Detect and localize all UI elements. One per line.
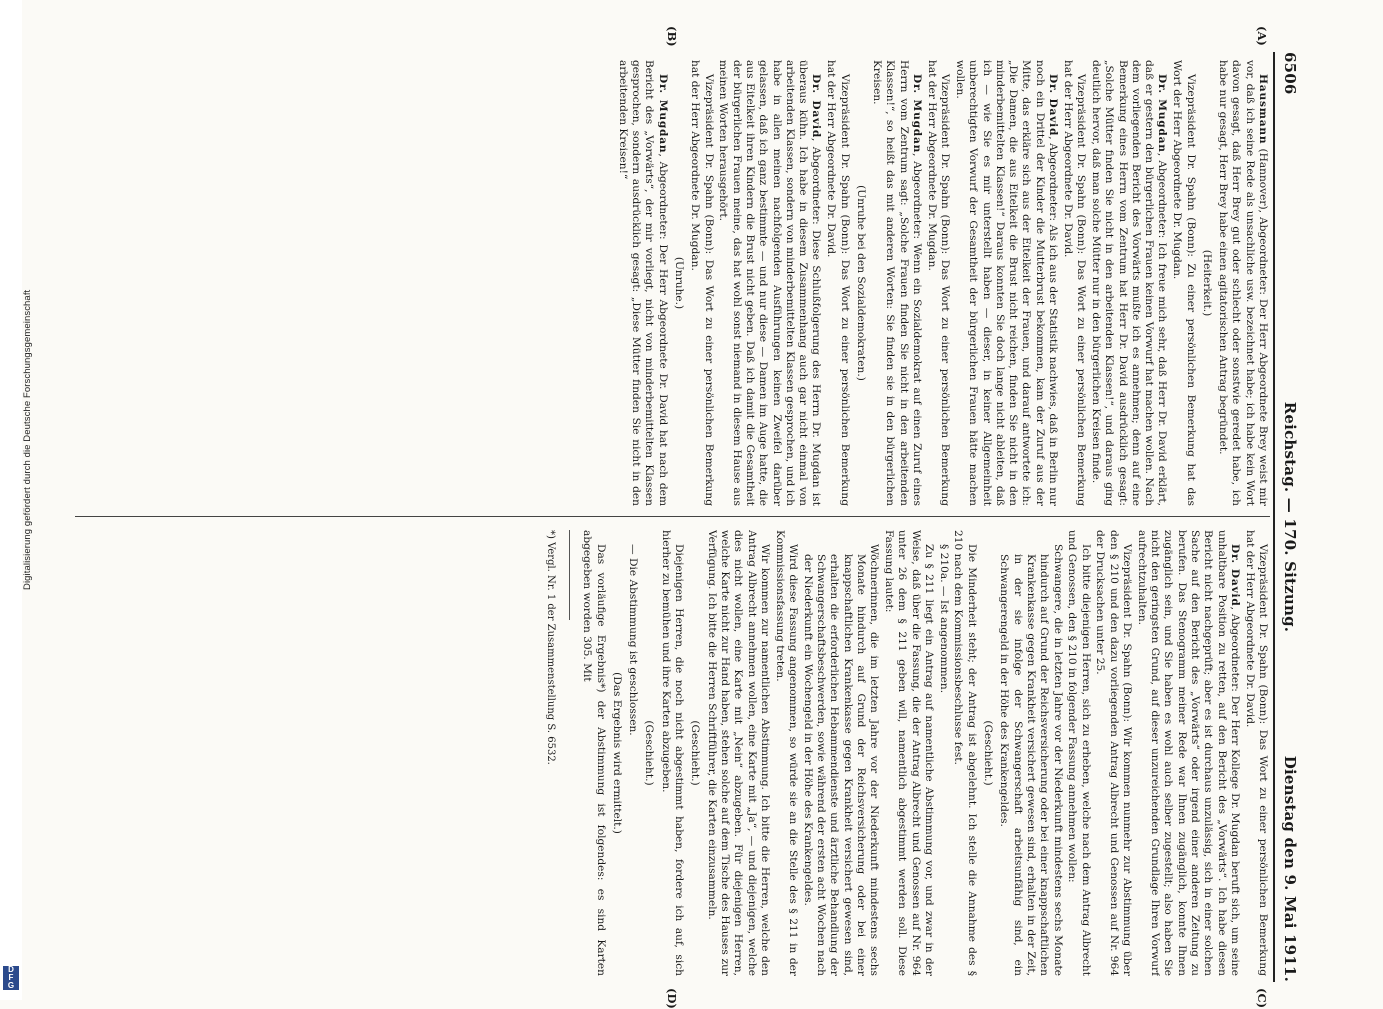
margin-letter-a: (A) [1255, 26, 1269, 46]
speech-paragraph [616, 60, 669, 506]
margin-letter-c: (C) [1255, 988, 1269, 1009]
stage-direction: (Geschieht.) [689, 720, 702, 786]
dfg-logo: D F G [3, 966, 19, 990]
speaker-name: Dr. Mugdan [656, 74, 669, 154]
speaker-name: Dr. Mugdan [1156, 74, 1169, 153]
running-header [1277, 52, 1299, 982]
speech-paragraph [870, 60, 923, 506]
paragraph-text: Vizepräsident Dr. Spahn (Bonn): Das Wort zu einer persönlichen Bemerkung hat der Herr Abgeordnete Dr. David. [1061, 60, 1088, 506]
rotated-page [69, 26, 1299, 1009]
speech-paragraph [882, 530, 935, 976]
stage-direction: (Unruhe.) [673, 256, 686, 310]
speech-paragraph [1093, 530, 1133, 976]
session-title: Reichstag. — 170. Sitzung. [1281, 401, 1299, 633]
session-date: Dienstag den 9. Mai 1911. [1281, 755, 1299, 982]
speaker-name: Dr. David [1047, 74, 1060, 137]
speech-paragraph [951, 530, 978, 976]
paragraph-text: Vizepräsident Dr. Spahn (Bonn): Das Wort zu einer persönlichen Bemerkung hat der Herr Abgeordnete Dr. David. [825, 60, 851, 506]
paragraph-text: Vizepräsident Dr. Spahn (Bonn): Wir kommen nunmehr zur Abstimmung über den § 210 und den dazu vorliegenden Antrag Albrecht und Genossen auf Nr. 964 der Drucksachen unter 25. [1094, 530, 1134, 976]
speech-paragraph [1061, 60, 1088, 506]
paragraph-text: , Abgeordneter: Diese Schlußfolgerung des Herrn Dr. Mugdan ist überaus kühn. Ich habe in diesem Zusammenhang auch gar nicht einmal von arbeitenden Klassen, sondern von minderbemittelten Klassen gesprochen, und ich habe in allen meinen nachfolgenden Ausführungen keinen Zweifel darüber gelassen, daß ich ganz bestimmte — und nur diese — Damen im Auge hatte, die aus Eitelkeit ihren Kindern die Brust nicht geben. Daß ich damit die Gesamtheit der bürgerlichen Frauen meine, das hat wohl sonst niemand in diesem Hause aus meinen Worten herausgehört. [717, 60, 823, 506]
paragraph-text: , Abgeordneter: Wenn ein Sozialdemokrat auf einen Zuruf eines Herrn vom Zentrum sagt: „Solche Frauen finden Sie nicht in den arbeitenden Klassen!“, so heißt das mit anderen Worten: Sie finden sie in den bürgerlichen Kreisen. [871, 60, 924, 506]
paragraph-text: Wird diese Fassung angenommen, so würde sie an die Stelle des § 211 in der Kommissionsfassung treten. [773, 530, 799, 976]
speaker-name: Dr. David [810, 74, 823, 139]
speech-paragraph [824, 60, 851, 506]
paragraph-text: Vizepräsident Dr. Spahn (Bonn): Das Wort zu einer persönlichen Bemerkung hat der Herr Abgeordnete Dr. David. [1243, 530, 1269, 976]
speech-paragraph [688, 60, 715, 506]
margin-letter-d: (D) [665, 988, 679, 1009]
stage-direction: (Geschieht.) [643, 720, 656, 786]
paragraph-text: — Die Abstimmung ist geschlossen. [627, 544, 640, 736]
stage-direction: (Geschieht.) [982, 720, 995, 786]
header-rule [1274, 52, 1276, 982]
paragraph-text: , Abgeordneter: Der Herr Kollege Dr. Mugdan beruft sich, um seine unhaltbare Position zu retten, auf den Bericht des „Vorwärts“. Ich habe diesen Bericht nicht nachgeprüft; aber es ist durchaus unzulässig, sich in einer solchen Sache auf den Bericht des „Vorwärts“ oder irgend einer anderen Zeitung zu berufen. Das Stenogramm meiner Rede war Ihnen zugänglich, konnte Ihnen zugänglich sein, und Sie haben es wohl auch selber zugestellt; also haben Sie nicht den geringsten Grund, auf dieser unzureichenden Grundlage Ihren Vorwurf aufrechtzuhalten. [1135, 530, 1241, 976]
paragraph-text: (Hannover), Abgeordneter: Der Herr Abgeordnete Brey weist mir vor, daß ich seine Rede als unsachliche usw. bezeichnet habe; ich habe kein Wort davon gesagt, daß Herr Brey gut oder schlecht oder sonstwie geredet habe, ich habe nur gesagt, Herr Brey habe einen agitatorischen Antrag begründet. [1217, 60, 1269, 506]
paragraph-text: Vizepräsident Dr. Spahn (Bonn): Das Wort zu einer persönlichen Bemerkung hat der Herr Abgeordnete Dr. Mugdan. [925, 60, 952, 506]
speech-paragraph [716, 60, 822, 506]
quoted-motion: Schwangere, die in letzten Jahre vor der Niederkunft mindestens sechs Monate hindurch auf Grund der Reichsversicherung oder bei einer knappschaftlichen Krankenkasse gegen Krankheit versichert gewesen sind, erhalten in der Zeit, in der sie infolge der Schwangerschaft arbeitsunfähig sind, ein Schwangerengeld in der Höhe des Krankengeldes. [998, 544, 1064, 976]
digitization-notice: Digitalisierung gefördert durch die Deutsche Forschungsgemeinschaft [22, 289, 33, 590]
paragraph-text: Zu § 211 liegt ein Antrag auf namentliche Abstimmung vor, und zwar in der Weise, daß über die Fassung, die der Antrag Albrecht und Genossen auf Nr. 964 unter 26 dem § 211 geben will, namentlich abgestimmt werden soll. Diese Fassung lautet: [882, 530, 935, 976]
speech-paragraph [772, 530, 799, 976]
digitization-strip [0, 0, 33, 1000]
speech-paragraph [1242, 530, 1269, 976]
paragraph-text: Diejenigen Herren, die noch nicht abgestimmt haben, fordere ich auf, sich hierher zu bemühen und ihre Karten abzugeben. [659, 530, 686, 976]
stage-direction: (Das Ergebnis wird ermittelt.) [610, 672, 623, 834]
paragraph-text: § 210a. — Ist angenommen. [937, 544, 950, 694]
speech-paragraph [580, 530, 607, 976]
paragraph-text: Das vorläufige Ergebnis*) der Abstimmung ist folgendes: es sind Karten abgegeben worden 305. Mit [581, 530, 607, 976]
footnote: *) Vergl. Nr. 1 der Zusammenstellung S. 6532. [544, 530, 556, 765]
paragraph-text: Wir kommen zur namentlichen Abstimmung. Ich bitte die Herren, welche den Antrag Albrecht annehmen wollen, eine Karte mit „Ja“, — und diejenigen, welche dies nicht wollen, eine Karte mit „Nein“ abzugeben. Für diejenigen Herren, welche Karte nicht zur Hand haben, stehen solche auf dem Tische des Hauses zur Verfügung. Ich bitte die Herren Schriftführer, die Karten einzusammeln. [705, 530, 771, 976]
speech-paragraph [704, 530, 770, 976]
paragraph-text: , Abgeordneter: Ich freue mich sehr, daß Herr Dr. David erklärt, daß er gestern den bürgerlichen Frauen keinen Vorwurf hat machen wollen. Nach dem vorliegenden Bericht des Vorwärts mußte ich es annehmen; denn auf eine Bemerkung eines Herrn vom Zentrum hat Herr Dr. David ausdrücklich gesagt: „Solche Mütter finden Sie nicht in den arbeitenden Klassen!“, und daraus ging deutlich hervor, daß man solche Mütter nur in den bürgerlichen Kreisen finde. [1089, 60, 1169, 506]
page-number: 6506 [1281, 52, 1299, 95]
speech-paragraph [626, 530, 639, 976]
speaker-name: Hausmann [1257, 74, 1269, 145]
speech-paragraph [1089, 60, 1169, 506]
left-column [79, 60, 1269, 506]
footnote-rule [569, 530, 570, 620]
speech-paragraph [1065, 530, 1092, 976]
column-divider [75, 516, 1270, 517]
speaker-name: Dr. Mugdan [911, 74, 924, 154]
stage-direction: (Heiterkeit.) [1200, 249, 1213, 317]
quoted-motion: Wöchnerinnen, die im letzten Jahre vor der Niederkunft mindestens sechs Monate hindurch auf Grund der Reichsversicherung oder bei einer knappschaftlichen Krankenkasse gegen Krankheit versichert gewesen sind, erhalten die erforderlichen Hebammendienste und ärztliche Behandlung der Schwangerschaftsbeschwerden, sowie während der ersten acht Wochen nach der Niederkunft ein Wochengeld in der Höhe des Krankengeldes. [801, 544, 881, 976]
speech-paragraph [1135, 530, 1241, 976]
paragraph-text: , Abgeordneter: Der Herr Abgeordnete Dr. David hat nach dem Bericht des „Vorwärts“, der mir vorliegt, nicht von minderbemittelten Klassen gesprochen, sondern ausdrücklich gesagt: „Diese Mütter finden Sie nicht in den arbeitenden Kreisen!“ [616, 60, 669, 506]
speech-paragraph [936, 530, 949, 976]
speech-paragraph [925, 60, 952, 506]
paragraph-text: Ich bitte diejenigen Herren, sich zu erheben, welche nach dem Antrag Albrecht und Genossen, den § 210 in folgender Fassung annehmen wollen: [1066, 530, 1092, 976]
speech-paragraph [1170, 60, 1197, 506]
paragraph-text: Die Minderheit steht; der Antrag ist abgelehnt. Ich stelle die Annahme des § 210 nach dem Kommissionsbeschlusse fest. [952, 530, 978, 976]
margin-letter-b: (B) [665, 26, 679, 47]
paragraph-text: Vizepräsident Dr. Spahn (Bonn): Das Wort zu einer persönlichen Bemerkung hat der Herr Abgeordnete Dr. Mugdan. [689, 60, 715, 506]
speech-paragraph [1216, 60, 1269, 506]
paragraph-text: Vizepräsident Dr. Spahn (Bonn): Zu einer persönlichen Bemerkung hat das Wort der Herr Abgeordnete Dr. Mugdan. [1171, 60, 1197, 506]
right-column [79, 530, 1269, 976]
speech-paragraph [658, 530, 685, 976]
speaker-name: Dr. David [1228, 544, 1241, 607]
paragraph-text: , Abgeordneter: Als ich aus der Statistik nachwies, daß in Berlin nur noch ein Drittel der Kinder die Mutterbrust bekommen, kam der Zuruf aus der Mitte, das erkläre sich aus der Eitelkeit der Frauen, und darauf antwortete ich: „Die Damen, die aus Eitelkeit die Brust nicht reichen, finden Sie nicht in den minderbemittelten Klassen!“ Daraus konnten Sie doch lange nicht ableiten, daß ich — wie Sie es mir unterstellt haben — dieser, in keiner Allgemeinheit unberechtigten Vorwurf der Gesamtheit der bürgerlichen Frauen hätte machen wollen. [953, 60, 1060, 506]
stage-direction: (Unruhe bei den Sozialdemokraten.) [854, 185, 867, 381]
speech-paragraph [953, 60, 1059, 506]
